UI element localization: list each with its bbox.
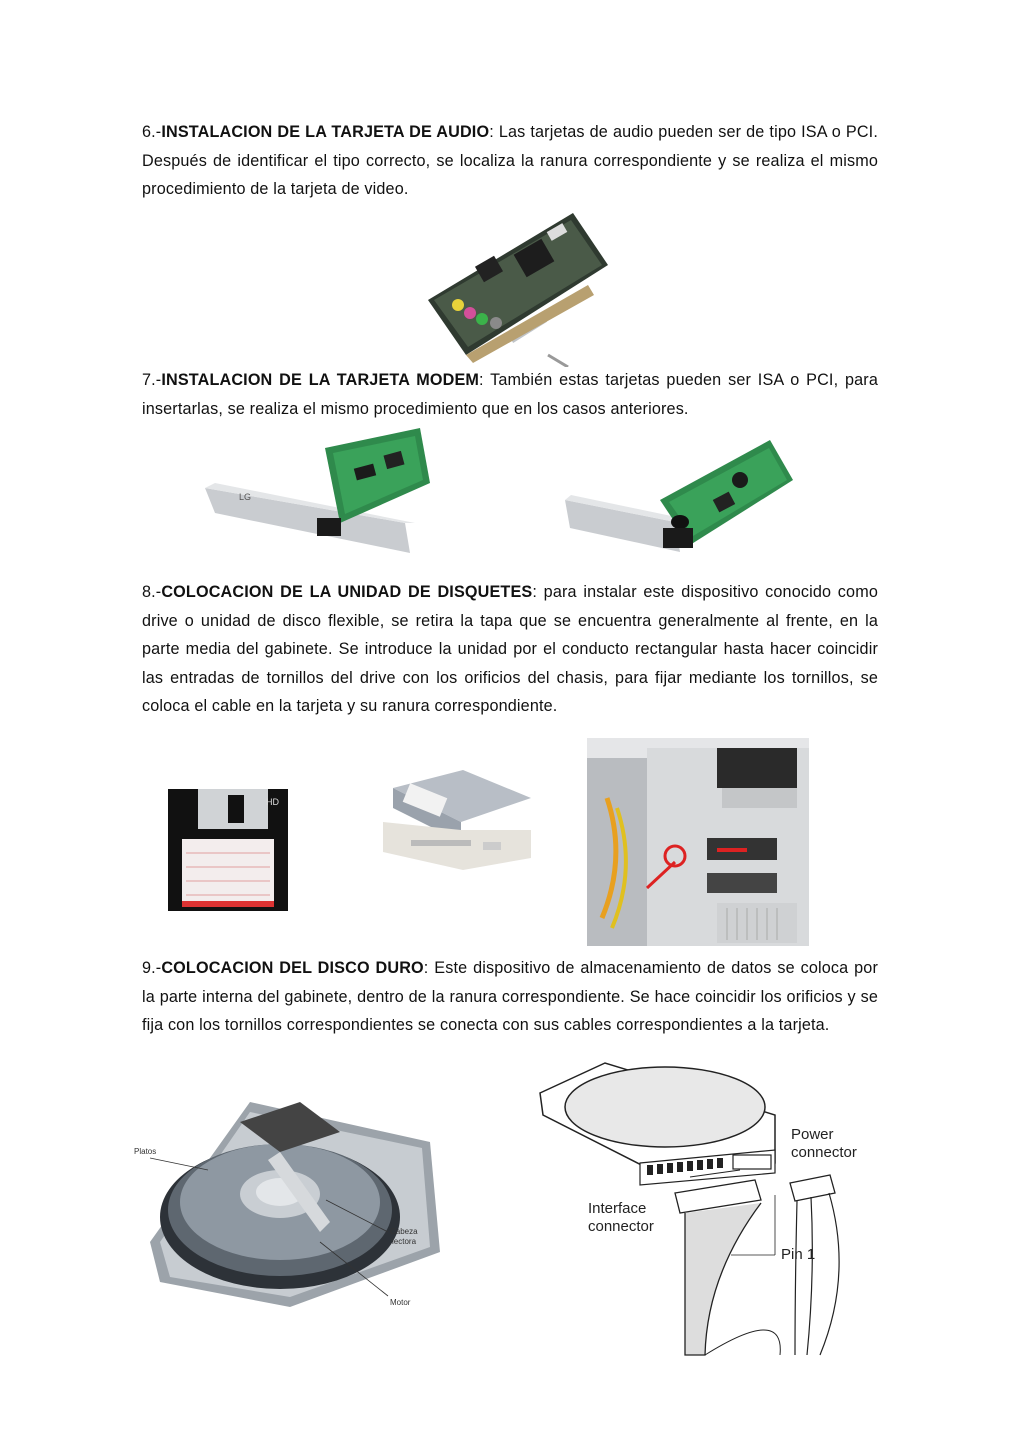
- section-7-title: INSTALACION DE LA TARJETA MODEM: [161, 371, 480, 389]
- modem-card-image: [565, 440, 795, 555]
- section-7-paragraph: [142, 366, 878, 423]
- section-8-body: : para instalar este dispositivo conocido como drive o unidad de disco flexible, se retira la tapa que se encuentra generalmente al frente, en la parte media del gabinete. Se introduce la unidad por el conducto rectangular hasta hacer coincidir las entradas de tornillos del drive con los orificios del chasis, para fijar mediante los tornillos, se coloca el cable en la tarjeta y su ranura correspondiente.: [142, 583, 878, 716]
- hard-disk-diagram: [130, 1082, 460, 1320]
- modem-brand-label: LG: [239, 492, 252, 502]
- modem-card-lg-image: [205, 428, 430, 558]
- head-label-line1: Cabeza: [390, 1227, 418, 1236]
- section-9-paragraph: [142, 954, 878, 1040]
- section-6-paragraph: [142, 118, 878, 204]
- section-6-title: INSTALACION DE LA TARJETA DE AUDIO: [161, 123, 490, 141]
- platters-label: Platos: [134, 1147, 157, 1156]
- section-6-body: : Las tarjetas de audio pueden ser de tipo ISA o PCI. Después de identificar el tipo correcto, se localiza la ranura correspondiente y se realiza el mismo procedimiento de la tarjeta de video.: [142, 123, 878, 199]
- section-9-body: : Este dispositivo de almacenamiento de datos se coloca por la parte interna del gabinete, dentro de la ranura correspondiente. Se hace coincidir los orificios y se fija con los tornillos correspondientes se conecta con sus cables correspondientes a la tarjeta.: [142, 959, 878, 1035]
- section-6-number: 6.-: [142, 123, 162, 141]
- floppy-label: HD: [266, 797, 279, 807]
- section-9-title: COLOCACION DEL DISCO DURO: [161, 959, 424, 977]
- pin-1-label: Pin 1: [781, 1246, 816, 1263]
- section-8-number: 8.-: [142, 583, 162, 601]
- floppy-disk-image: [168, 789, 288, 911]
- connector-diagram: [535, 1055, 875, 1365]
- section-7-body: : También estas tarjetas pueden ser ISA o PCI, para insertarlas, se realiza el mismo procedimiento que en los casos anteriores.: [142, 371, 878, 418]
- motor-label: Motor: [390, 1298, 411, 1307]
- power-connector-label-line2: connector: [791, 1144, 857, 1161]
- head-label-line2: lectora: [392, 1237, 417, 1246]
- audio-card-image: [418, 205, 608, 367]
- interface-connector-label-line1: Interface: [588, 1200, 647, 1217]
- floppy-drive-image: [383, 770, 531, 870]
- section-8-title: COLOCACION DE LA UNIDAD DE DISQUETES: [161, 583, 533, 601]
- interface-connector-label-line2: connector: [588, 1218, 654, 1235]
- power-connector-label-line1: Power: [791, 1126, 834, 1143]
- section-7-number: 7.-: [142, 371, 162, 389]
- section-8-paragraph: [142, 578, 878, 721]
- pc-case-image: [587, 738, 809, 946]
- section-9-number: 9.-: [142, 959, 162, 977]
